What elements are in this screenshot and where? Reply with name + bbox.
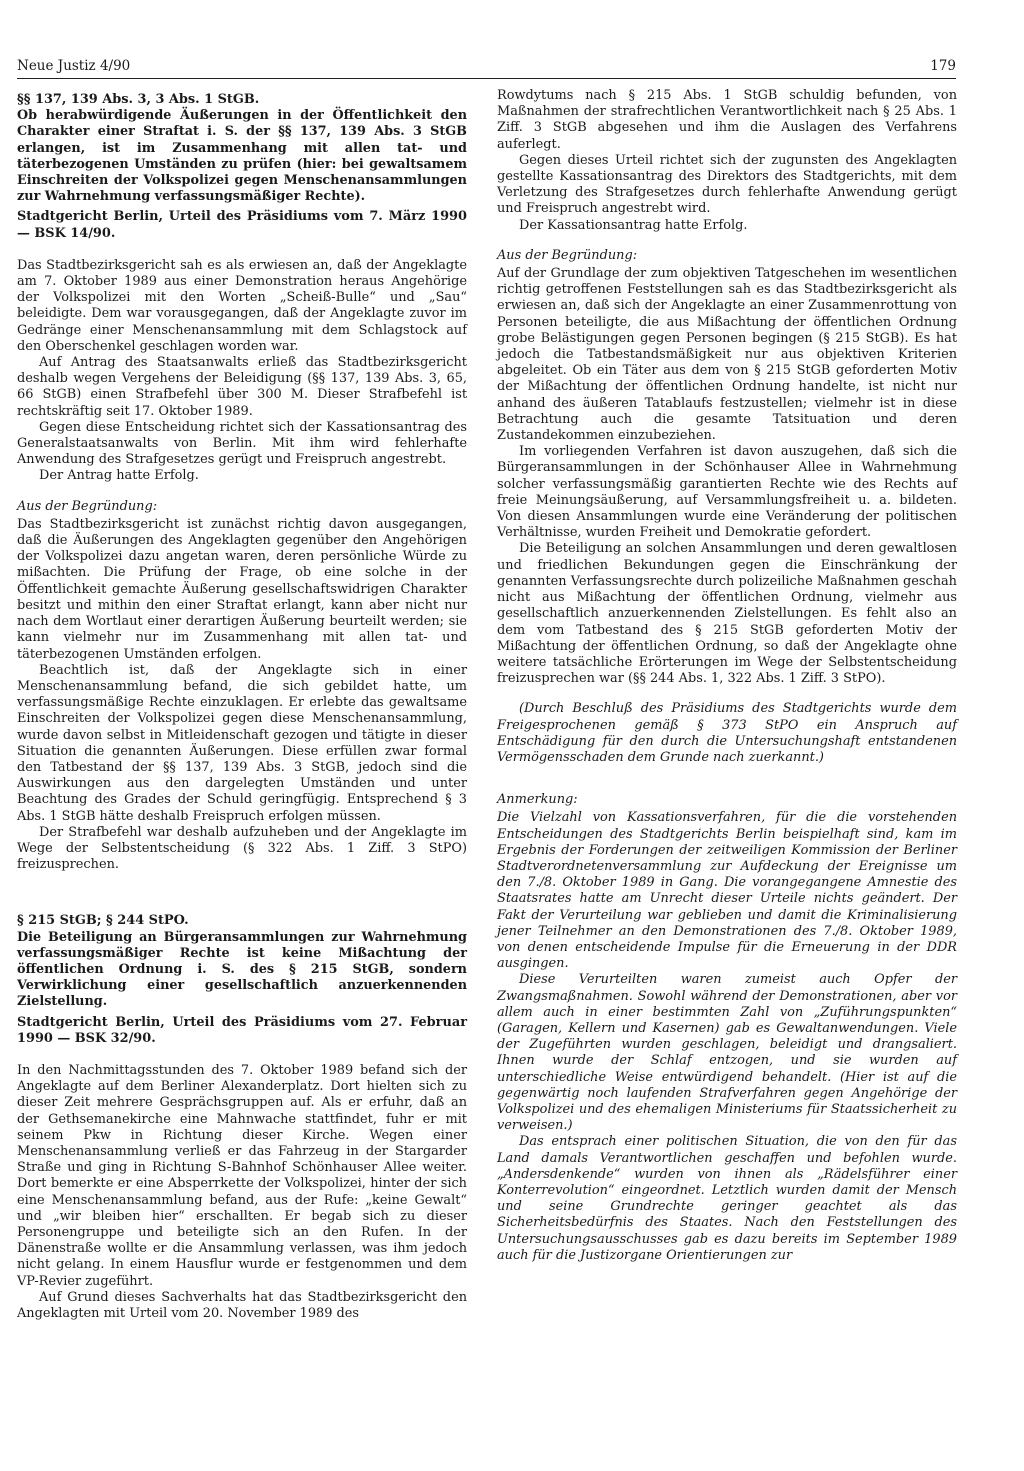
case1-court: Stadtgericht Berlin, Urteil des Präsidiums vom 7. März 1990 — BSK 14/90.	[17, 209, 467, 241]
compensation-note: (Durch Beschluß des Präsidiums des Stadtgerichts wurde dem Freigesprochenen gemäß § 373 StPO ein Anspruch auf Entschädigung für den durch die Untersuchungshaft entstandenen Vermögensschaden dem Grunde nach zuerkannt.)	[497, 701, 957, 765]
case1-reason-paragraph: Beachtlich ist, daß der Angeklagte sich in einer Menschenansammlung befand, die sich gebildet hatte, um verfassungsmäßige Rechte einzuklagen. Er erlebte das gewaltsame Einschreiten der Volkspolizei gegen diese Menschenansammlung, wurde davon selbst in Mitleidenschaft gezogen und tätigte in dieser Situation die genannten Äußerungen. Diese erfüllen zwar formal den Tatbestand der §§ 137, 139 Abs. 3 StGB, jedoch sind die Auswirkungen aus den dargelegten Umständen und unter Beachtung des Grades der Schuld geringfügig. Entsprechend § 3 Abs. 1 StGB hätte deshalb Freispruch erfolgen müssen.	[17, 662, 467, 824]
case1-headnote: Ob herabwürdigende Äußerungen in der Öffentlichkeit den Charakter einer Straftat i. S. der §§ 137, 139 Abs. 3 StGB erlangen, ist im Zusammenhang mit allen tat- und täterbezogenen Umständen zu prüfen (hier: bei gewaltsamem Einschreiten der Volkspolizei gegen Menschenansammlungen zur Wahrnehmung verfassungsmäßiger Rechte).	[17, 108, 467, 205]
case1-fact-paragraph: Gegen diese Entscheidung richtet sich der Kassationsantrag des Generalstaatsanwalts von Berlin. Mit ihm wird fehlerhafte Anwendung des Strafgesetzes gerügt und Freispruch angestrebt.	[17, 419, 467, 468]
remark-paragraph: Diese Verurteilten waren zumeist auch Opfer der Zwangsmaßnahmen. Sowohl während der Demonstrationen, aber vor allem auch in einer bestimmten Zahl von „Zuführungspunkten“ (Garagen, Kellern und Kasernen) gab es Gewaltanwendungen. Viele der Zugeführten wurden geschlagen, beleidigt und drangsaliert. Ihnen wurde der Schlaf entzogen, und sie wurden auf unterschiedliche Weise entwürdigend behandelt. (Hier ist auf die gegenwärtig noch laufenden Strafverfahren gegen Angehörige der Volkspolizei und des ehemaligen Ministeriums für Staatssicherheit zu verweisen.)	[497, 972, 957, 1134]
remark-paragraph: Die Vielzahl von Kassationsverfahren, für die die vorstehenden Entscheidungen des Stadtgerichts Berlin beispielhaft sind, kam im Ergebnis der Forderungen der zeitweiligen Kommission der Berliner Stadtverordnetenversammlung zur Aufdeckung der Ereignisse um den 7./8. Oktober 1989 in Gang. Die vorangegangene Amnestie des Staatsrates hatte am Unrecht dieser Urteile nichts geändert. Der Fakt der Verurteilung war geblieben und damit die Kriminalisierung jener Teilnehmer an den Demonstrationen des 7./8. Oktober 1989, von denen entscheidende Impulse für die Erneuerung in der DDR ausgingen.	[497, 810, 957, 972]
case1-statutes: §§ 137, 139 Abs. 3, 3 Abs. 1 StGB.	[17, 92, 260, 107]
case2-continued-paragraph: Gegen dieses Urteil richtet sich der zugunsten des Angeklagten gestellte Kassationsantrag des Direktors des Stadtgerichts, mit dem Verletzung des Strafgesetzes durch fehlerhafte Anwendung gerügt und Freispruch angestrebt wird.	[497, 152, 957, 217]
case1-fact-paragraph: Der Antrag hatte Erfolg.	[39, 468, 199, 484]
case2-fact-paragraph: In den Nachmittagsstunden des 7. Oktober 1989 befand sich der Angeklagte auf dem Berliner Alexanderplatz. Dort hielten sich zu dieser Zeit mehrere Gesprächsgruppen auf. Als er erfuhr, daß an der Gethsemanekirche eine Mahnwache stattfindet, fuhr er mit seinem Pkw in Richtung dieser Kirche. Wegen einer Menschenansammlung verließ er das Fahrzeug in der Stargarder Straße und ging in Richtung S-Bahnhof Schönhauser Allee weiter. Dort bemerkte er eine Absperrkette der Volkspolizei, hinter der sich eine Menschenansammlung befand, aus der Rufe: „keine Gewalt“ und „wir bleiben hier“ erschallten. Er begab sich zu dieser Personengruppe und beteiligte sich an den Rufen. In der Dänenstraße wollte er die Ansammlung verlassen, was ihm jedoch nicht gelang. In einem Hausflur wurde er festgenommen und dem VP-Revier zugeführt.	[17, 1062, 467, 1289]
case1-reasons-heading: Aus der Begründung:	[17, 498, 158, 514]
case2-fact-paragraph: Auf Grund dieses Sachverhalts hat das Stadtbezirksgericht den Angeklagten mit Urteil vom 20. November 1989 des	[17, 1289, 467, 1322]
case1-fact-paragraph: Auf Antrag des Staatsanwalts erließ das Stadtbezirksgericht deshalb wegen Vergehens der Beleidigung (§§ 137, 139 Abs. 3, 65, 66 StGB) einen Strafbefehl über 300 M. Dieser Strafbefehl ist rechtskräftig seit 17. Oktober 1989.	[17, 355, 467, 419]
case1-reason-paragraph: Der Strafbefehl war deshalb aufzuheben und der Angeklagte im Wege der Selbstentscheidung (§ 322 Abs. 1 Ziff. 3 StPO) freizusprechen.	[17, 824, 467, 873]
left-column	[17, 88, 467, 1322]
case2-court: Stadtgericht Berlin, Urteil des Präsidiums vom 27. Februar 1990 — BSK 32/90.	[17, 1014, 467, 1046]
right-column	[497, 88, 957, 1264]
case2-reasons-heading: Aus der Begründung:	[497, 247, 638, 263]
case2-statutes: § 215 StGB; § 244 StPO.	[17, 913, 189, 929]
header-divider	[17, 78, 956, 79]
page-header	[17, 58, 956, 82]
page-number: 179	[930, 58, 956, 74]
case2-reason-paragraph: Auf der Grundlage der zum objektiven Tatgeschehen im wesentlichen richtig getroffenen Feststellungen sah es das Stadtbezirksgericht als erwiesen an, daß sich der Angeklagte an einer Zusammenrottung von Personen beteiligte, die aus Mißachtung der öffentlichen Ordnung grobe Belästigungen gegen Personen begingen (§ 215 StGB). Es hat jedoch die Tatbestandsmäßigkeit nur aus objektiven Kriterien abgeleitet. Ob ein Täter aus dem von § 215 StGB geforderten Motiv der Mißachtung der öffentlichen Ordnung handelte, ist nicht nur anhand des äußeren Tatablaufs festzustellen; vielmehr ist in diese Betrachtung auch die gesamte Tatsituation und deren Zustandekommen einzubeziehen.	[497, 266, 957, 444]
case2-reason-paragraph: Im vorliegenden Verfahren ist davon auszugehen, daß sich die Bürgeransammlungen in der Schönhauser Allee in Wahrnehmung solcher verfassungsmäßig garantierten Rechte wie des Rechts auf freie Meinungsäußerung, auf Versammlungsfreiheit u. a. bildeten. Von diesen Ansammlungen wurde eine Veränderung der politischen Verhältnisse, wurden Freiheit und Demokratie gefordert.	[497, 444, 957, 541]
case2-continued-paragraph: Der Kassationsantrag hatte Erfolg.	[519, 217, 748, 233]
remark-heading: Anmerkung:	[497, 792, 578, 808]
case2-headnote: Die Beteiligung an Bürgeransammlungen zur Wahrnehmung verfassungsmäßiger Rechte ist keine Mißachtung der öffentlichen Ordnung i. S. des § 215 StGB, sondern Verwirklichung einer gesellschaftlich anzuerkennenden Zielstellung.	[17, 929, 467, 1010]
case1-reason-paragraph: Das Stadtbezirksgericht ist zunächst richtig davon ausgegangen, daß die Äußerungen des Angeklagten gegenüber den Angehörigen der Volkspolizei dazu angetan waren, deren persönliche Würde zu mißachten. Die Prüfung der Frage, ob eine solche in der Öffentlichkeit gemachte Äußerung gesellschaftswidrigen Charakter besitzt und mithin den einer Straftat erlangt, kann aber nicht nur nach dem Wortlaut einer derartigen Äußerung beurteilt werden; sie kann vielmehr nur im Zusammenhang mit allen tat- und täterbezogenen Umständen erfolgen.	[17, 516, 467, 662]
remark-paragraph: Das entsprach einer politischen Situation, die von den für das Land damals Verantwortlichen geschaffen und befohlen wurde. „Andersdenkende“ wurden von ihnen als „Rädelsführer einer Konterrevolution“ eingeordnet. Letztlich wurden damit der Mensch und seine Grundrechte geringer geachtet als das Sicherheitsbedürfnis des Staates. Nach den Feststellungen des Untersuchungsausschusses gab es dazu bereits im September 1989 auch für die Justizorgane Orientierungen zur	[497, 1134, 957, 1263]
case2-reason-paragraph: Die Beteiligung an solchen Ansammlungen und deren gewaltlosen und friedlichen Bekundungen gegen die Einschränkung der genannten Verfassungsrechte durch polizeiliche Maßnahmen geschah nicht aus Mißachtung der öffentlichen Ordnung, vielmehr aus gesellschaftlich anzuerkennenden Zielstellungen. Es fehlt also an dem vom Tatbestand des § 215 StGB geforderten Motiv der Mißachtung der öffentlichen Ordnung, so daß der Angeklagte ohne weitere tatsächliche Erörterungen im Wege der Selbstentscheidung freizusprechen war (§§ 244 Abs. 1, 322 Abs. 1 Ziff. 3 StPO).	[497, 541, 957, 687]
journal-title: Neue Justiz 4/90	[17, 58, 131, 74]
case1-fact-paragraph: Das Stadtbezirksgericht sah es als erwiesen an, daß der Angeklagte am 7. Oktober 1989 aus einer Demonstration heraus Angehörige der Volkspolizei mit den Worten „Scheiß-Bulle“ und „Sau“ beleidigte. Dem war vorausgegangen, daß der Angeklagte zuvor im Gedränge einer Menschenansammlung mit dem Schlagstock auf den Oberschenkel geschlagen worden war.	[17, 257, 467, 354]
case2-continued-paragraph: Rowdytums nach § 215 Abs. 1 StGB schuldig befunden, von Maßnahmen der strafrechtlichen Verantwortlichkeit nach § 25 Abs. 1 Ziff. 3 StGB abgesehen und ihm die Auslagen des Verfahrens auferlegt.	[497, 88, 957, 152]
